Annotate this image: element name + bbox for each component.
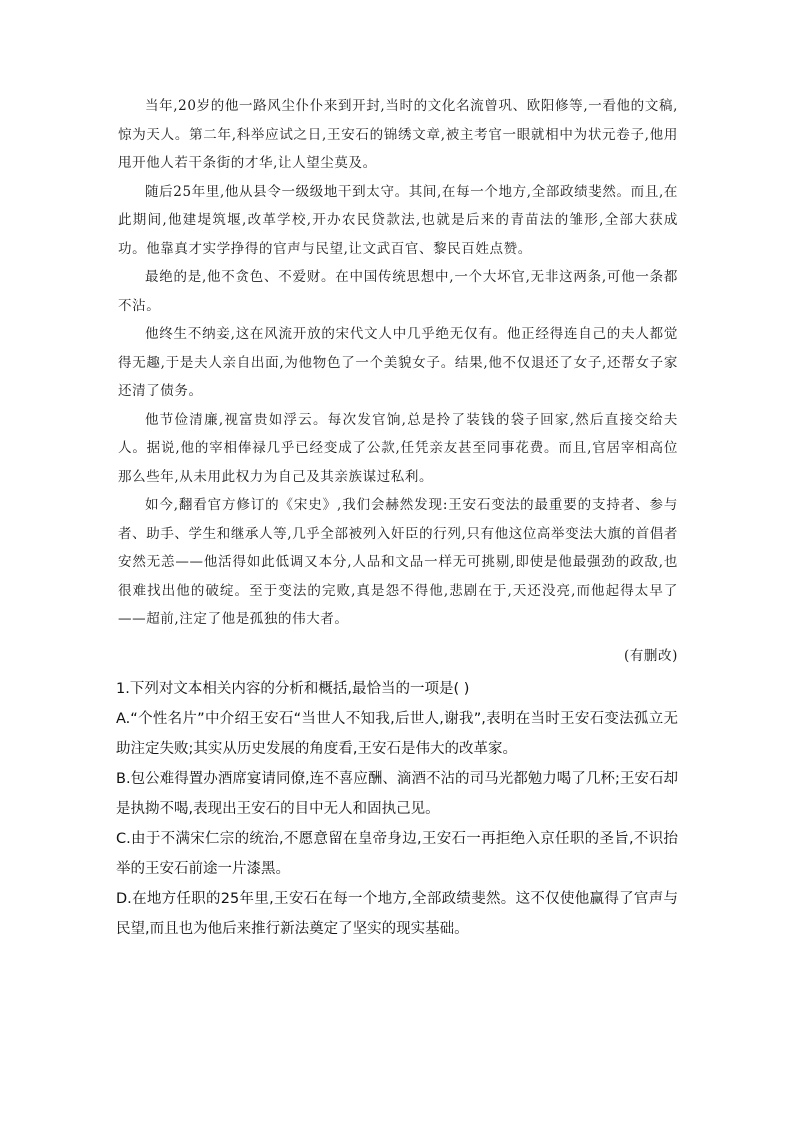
option-b[interactable]: B.包公难得置办酒席宴请同僚,连不喜应酬、滴酒不沾的司马光都勉力喝了几杯;王安石却是执拗不喝,表现出王安石的目中无人和固执己见。 — [116, 770, 678, 817]
passage-paragraph-1: 当年,20岁的他一路风尘仆仆来到开封,当时的文化名流曾巩、欧阳修等,一看他的文稿,惊为天人。第二年,科举应试之日,王安石的锦绣文章,被主考官一眼就相中为状元卷子,他用甩开他人若干条街的才华,让人望尘莫及。 — [118, 98, 678, 171]
passage-paragraph-3: 最绝的是,他不贪色、不爱财。在中国传统思想中,一个大坏官,无非这两条,可他一条都不沾。 — [118, 269, 678, 314]
source-note: (有删改) — [623, 647, 678, 664]
option-c[interactable]: C.由于不满宋仁宗的统治,不愿意留在皇帝身边,王安石一再拒绝入京任职的圣旨,不识抬举的王安石前途一片漆黑。 — [116, 830, 678, 877]
question-1 — [116, 674, 678, 944]
passage-paragraph-6: 如今,翻看官方修订的《宋史》,我们会赫然发现:王安石变法的最重要的支持者、参与者、助手、学生和继承人等,几乎全部被列入奸臣的行列,只有他这位高举变法大旗的首倡者安然无恙——他活得如此低调又本分,人品和文品一样无可挑剔,即使是他最强劲的政敌,也很难找出他的破绽。至于变法的完败,真是怨不得他,悲剧在于,天还没亮,而他起得太早了——超前,注定了他是孤独的伟大者。 — [118, 497, 678, 627]
option-d[interactable]: D.在地方任职的25年里,王安石在每一个地方,全部政绩斐然。这不仅使他赢得了官声与民望,而且也为他后来推行新法奠定了坚实的现实基础。 — [116, 890, 678, 937]
passage-paragraph-2: 随后25年里,他从县令一级级地干到太守。其间,在每一个地方,全部政绩斐然。而且,在此期间,他建堤筑堰,改革学校,开办农民贷款法,也就是后来的青苗法的雏形,全部大获成功。他靠真才实学挣得的官声与民望,让文武百官、黎民百姓点赞。 — [118, 183, 678, 257]
question-stem: 1.下列对文本相关内容的分析和概括,最恰当的一项是( ) — [116, 680, 470, 697]
passage-paragraph-5: 他节俭清廉,视富贵如浮云。每次发官饷,总是拎了装钱的袋子回家,然后直接交给夫人。据说,他的宰相俸禄几乎已经变成了公款,任凭亲友甚至同事花费。而且,官居宰相高位那么些年,从未用此权力为自己及其亲族谋过私利。 — [118, 411, 678, 485]
passage — [118, 92, 678, 634]
option-a[interactable]: A.“个性名片”中介绍王安石“当世人不知我,后世人,谢我”,表明在当时王安石变法孤立无助注定失败;其实从历史发展的角度看,王安石是伟大的改革家。 — [116, 710, 678, 757]
passage-paragraph-4: 他终生不纳妾,这在风流开放的宋代文人中几乎绝无仅有。他正经得连自己的夫人都觉得无趣,于是夫人亲自出面,为他物色了一个美貌女子。结果,他不仅退还了女子,还帮女子家还清了债务。 — [118, 326, 678, 399]
